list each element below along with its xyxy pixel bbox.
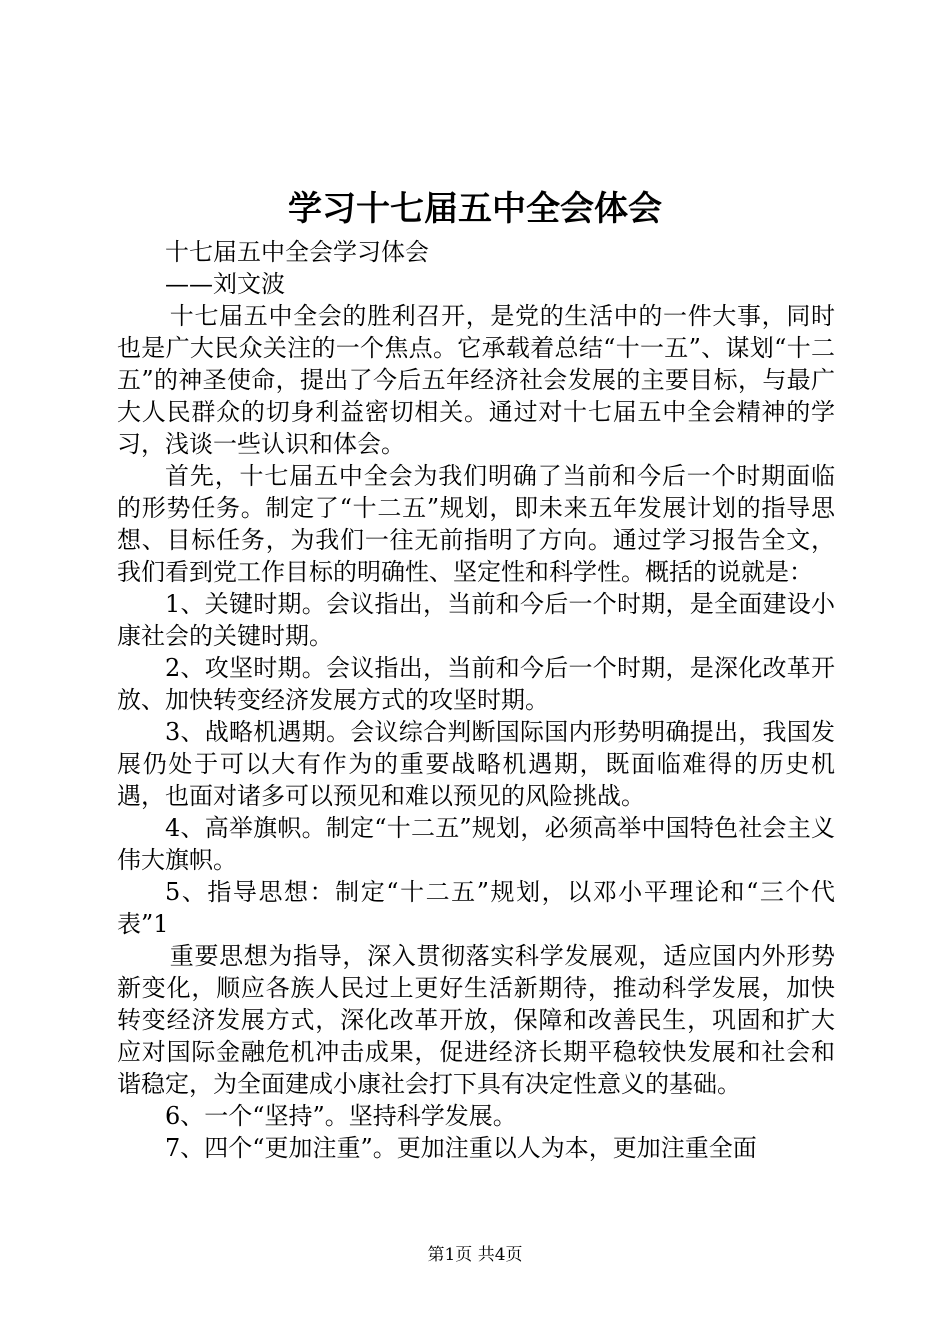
paragraph-intro: 十七届五中全会的胜利召开，是党的生活中的一件大事，同时也是广大民众关注的一个焦点。它承载着总结“十一五”、谋划“十二五”的神圣使命，提出了今后五年经济社会发展的主要目标，与最广大人民群众的切身利益密切相关。通过对十七届五中全会精神的学习，浅谈一些认识和体会。 [117, 302, 835, 458]
list-item-5: 5、指导思想：制定“十二五”规划，以邓小平理论和“三个代表”1 [117, 878, 835, 938]
author-line: ——刘文波 [165, 270, 285, 298]
list-item-4: 4、高举旗帜。制定“十二五”规划，必须高举中国特色社会主义伟大旗帜。 [117, 814, 835, 874]
list-item-2: 2、攻坚时期。会议指出，当前和今后一个时期，是深化改革开放、加快转变经济发展方式的攻坚时期。 [117, 654, 835, 714]
subtitle: 十七届五中全会学习体会 [165, 238, 429, 266]
page-footer: 第1页 共4页 [427, 1245, 523, 1265]
list-item-6: 6、一个“坚持”。坚持科学发展。 [165, 1102, 517, 1130]
list-item-3: 3、战略机遇期。会议综合判断国际国内形势明确提出，我国发展仍处于可以大有作为的重要战略机遇期，既面临难得的历史机遇，也面对诸多可以预见和难以预见的风险挑战。 [117, 718, 835, 810]
document-body [117, 236, 835, 1164]
paragraph-guiding-thought: 重要思想为指导，深入贯彻落实科学发展观，适应国内外形势新变化，顺应各族人民过上更好生活新期待，推动科学发展，加快转变经济发展方式，深化改革开放，保障和改善民生，巩固和扩大应对国际金融危机冲击成果，促进经济长期平稳较快发展和社会和谐稳定，为全面建成小康社会打下具有决定性意义的基础。 [117, 942, 835, 1098]
paragraph-first: 首先，十七届五中全会为我们明确了当前和今后一个时期面临的形势任务。制定了“十二五”规划，即未来五年发展计划的指导思想、目标任务，为我们一往无前指明了方向。通过学习报告全文，我们看到党工作目标的明确性、坚定性和科学性。概括的说就是： [117, 462, 835, 586]
list-item-1: 1、关键时期。会议指出，当前和今后一个时期，是全面建设小康社会的关键时期。 [117, 590, 835, 650]
list-item-7: 7、四个“更加注重”。更加注重以人为本，更加注重全面 [165, 1134, 757, 1162]
document-title: 学习十七届五中全会体会 [288, 189, 662, 229]
